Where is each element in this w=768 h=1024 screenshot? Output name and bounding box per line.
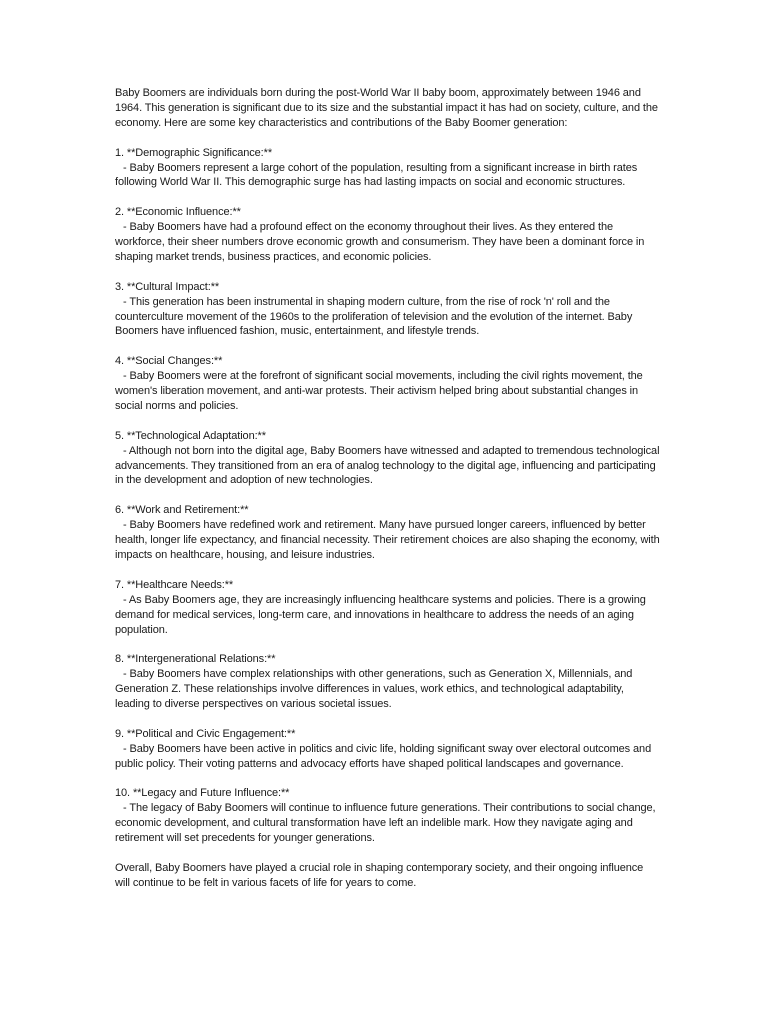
section-10 bbox=[115, 786, 660, 846]
section-body: - Baby Boomers have redefined work and retirement. Many have pursued longer careers, influenced by better health, longer life expectancy, and financial necessity. Their retirement choices are also shaping the economy, with impacts on healthcare, housing, and leisure industries. bbox=[115, 519, 660, 561]
conclusion-paragraph: Overall, Baby Boomers have played a crucial role in shaping contemporary society, and their ongoing influence will continue to be felt in various facets of life for years to come. bbox=[115, 861, 644, 889]
document-page bbox=[115, 86, 660, 906]
section-6 bbox=[115, 503, 660, 563]
section-heading: 7. **Healthcare Needs:** bbox=[115, 578, 234, 591]
section-9 bbox=[115, 727, 660, 772]
section-body: - This generation has been instrumental in shaping modern culture, from the rise of rock 'n' roll and the counterculture movement of the 1960s to the proliferation of television and the evolution of the internet. Baby Boomers have influenced fashion, music, entertainment, and lifestyle trends. bbox=[115, 295, 633, 338]
section-heading: 1. **Demographic Significance:** bbox=[115, 146, 272, 159]
section-8 bbox=[115, 652, 660, 712]
section-heading: 5. **Technological Adaptation:** bbox=[115, 429, 266, 442]
section-2 bbox=[115, 205, 660, 265]
section-body: - Baby Boomers were at the forefront of significant social movements, including the civil rights movement, the women's liberation movement, and anti-war protests. Their activism helped bring about substantial changes in social norms and policies. bbox=[115, 370, 643, 412]
section-7 bbox=[115, 578, 660, 638]
section-heading: 8. **Intergenerational Relations:** bbox=[115, 653, 276, 666]
section-heading: 2. **Economic Influence:** bbox=[115, 206, 241, 219]
section-body: - Baby Boomers have complex relationships with other generations, such as Generation X, Millennials, and Generation Z. These relationships involve differences in values, work ethics, and technological adaptability, leading to diverse perspectives on various societal issues. bbox=[115, 668, 633, 711]
section-1 bbox=[115, 146, 660, 191]
section-5 bbox=[115, 429, 660, 489]
section-body: - Baby Boomers have had a profound effect on the economy throughout their lives. As they entered the workforce, their sheer numbers drove economic growth and consumerism. They have been a dominant force in shaping market trends, business practices, and economic policies. bbox=[115, 221, 645, 263]
section-4 bbox=[115, 354, 660, 414]
section-body: - Baby Boomers have been active in politics and civic life, holding significant sway over electoral outcomes and public policy. Their voting patterns and advocacy efforts have shaped political landscapes and governance. bbox=[115, 742, 652, 770]
section-heading: 4. **Social Changes:** bbox=[115, 355, 223, 368]
section-body: - As Baby Boomers age, they are increasingly influencing healthcare systems and policies. There is a growing demand for medical services, long-term care, and innovations in healthcare to address the needs of an aging population. bbox=[115, 593, 646, 636]
section-body: - Although not born into the digital age, Baby Boomers have witnessed and adapted to tremendous technological advancements. They transitioned from an era of analog technology to the digital age, influencing and participating in the development and adoption of new technologies. bbox=[115, 444, 660, 487]
section-heading: 10. **Legacy and Future Influence:** bbox=[115, 787, 290, 800]
section-heading: 9. **Political and Civic Engagement:** bbox=[115, 727, 296, 740]
section-body: - The legacy of Baby Boomers will continue to influence future generations. Their contributions to social change, economic development, and cultural transformation have left an indelible mark. How they navigate aging and retirement will set precedents for younger generations. bbox=[115, 802, 656, 845]
section-heading: 6. **Work and Retirement:** bbox=[115, 504, 249, 517]
section-3 bbox=[115, 280, 660, 340]
section-body: - Baby Boomers represent a large cohort of the population, resulting from a significant increase in birth rates following World War II. This demographic surge has had lasting impacts on social and economic structures. bbox=[115, 161, 638, 189]
intro-paragraph: Baby Boomers are individuals born during the post-World War II baby boom, approximately between 1946 and 1964. This generation is significant due to its size and the substantial impact it has had on society, culture, and the economy. Here are some key characteristics and contributions of the Baby Boomer generation: bbox=[115, 87, 658, 129]
section-heading: 3. **Cultural Impact:** bbox=[115, 280, 220, 293]
